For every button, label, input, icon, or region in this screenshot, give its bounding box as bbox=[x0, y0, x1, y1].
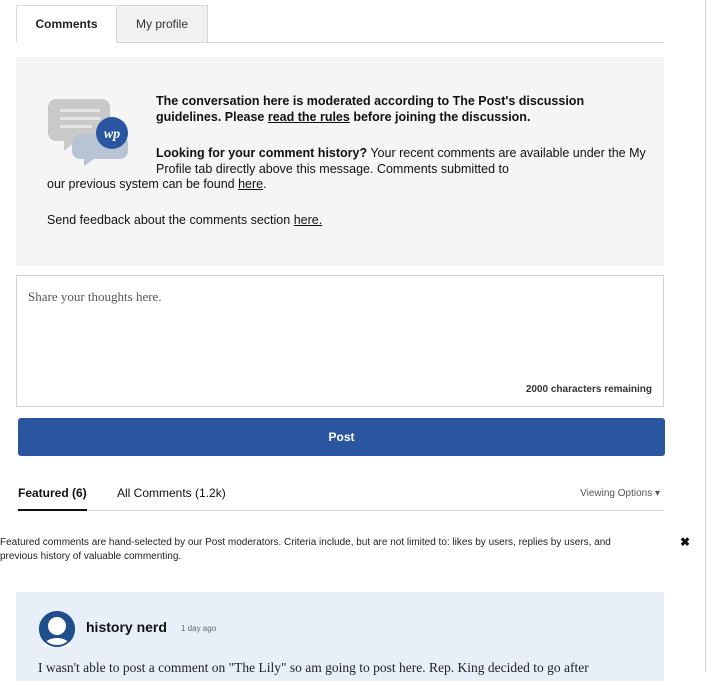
comment-author[interactable]: history nerd bbox=[86, 619, 167, 635]
characters-remaining: 2000 characters remaining bbox=[525, 384, 652, 395]
history-notice: Looking for your comment history? Your recent comments are available under the My Profile tab directly above this message. Comments submitted to bbox=[156, 146, 646, 176]
feedback-link[interactable]: here. bbox=[293, 213, 323, 227]
discussion-info-box bbox=[16, 57, 664, 266]
chat-bubbles-icon bbox=[46, 91, 136, 167]
feedback-notice: Send feedback about the comments section here. bbox=[47, 213, 323, 227]
viewing-options-dropdown[interactable]: Viewing Options ▾ bbox=[580, 488, 660, 499]
comment-card bbox=[16, 592, 664, 681]
comment-composer bbox=[16, 275, 664, 407]
page-divider bbox=[705, 0, 706, 672]
post-button[interactable]: Post bbox=[18, 418, 665, 456]
featured-explanation: Featured comments are hand-selected by our Post moderators. Criteria include, but are not limited to: likes by users, replies by users, and previous history of valuable commenting. bbox=[0, 537, 611, 562]
tab-my-profile[interactable]: My profile bbox=[117, 5, 208, 43]
moderation-notice: The conversation here is moderated according to The Post's discussion guidelines. Please read the rules before joining the discussion. bbox=[156, 94, 585, 124]
wp-logo-letters: wp bbox=[103, 127, 121, 142]
read-the-rules-link[interactable]: read the rules bbox=[267, 109, 350, 124]
tab-all-comments[interactable]: All Comments (1.2k) bbox=[117, 486, 226, 500]
tab-featured[interactable]: Featured (6) bbox=[18, 486, 87, 511]
previous-system-link[interactable]: here bbox=[238, 177, 264, 191]
tab-comments[interactable]: Comments bbox=[16, 5, 117, 43]
previous-system-notice: our previous system can be found here. bbox=[47, 177, 267, 191]
comment-timestamp: 1 day ago bbox=[181, 624, 217, 633]
comment-input[interactable] bbox=[17, 276, 663, 376]
comment-text: I wasn't able to post a comment on "The Lily" so am going to post here. Rep. King decided to go after bbox=[38, 660, 589, 675]
comment-tabs bbox=[16, 5, 664, 43]
close-icon[interactable]: ✖ bbox=[680, 535, 691, 549]
avatar-icon[interactable] bbox=[39, 611, 75, 647]
comment-filter-bar bbox=[16, 480, 664, 511]
